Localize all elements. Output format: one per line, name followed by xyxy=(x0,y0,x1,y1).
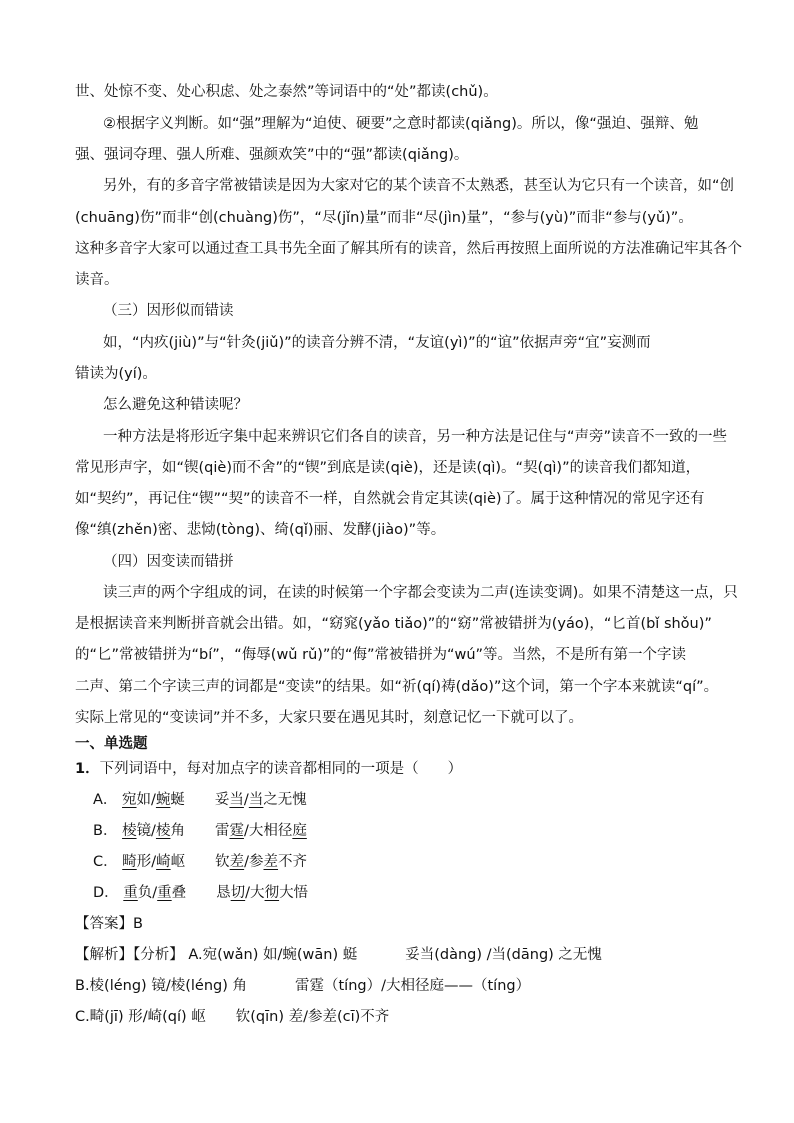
paragraph-line: 世、处惊不变、处心积虑、处之泰然”等词语中的“处”都读(chǔ)。 xyxy=(75,84,498,100)
option-label: B． xyxy=(93,823,118,839)
answer-line xyxy=(75,914,143,934)
paragraph-line: 另外，有的多音字常被错读是因为大家对它的某个读音不太熟悉，甚至认为它只有一个读音，如“创 xyxy=(103,178,735,194)
paragraph-line: 这种多音字大家可以通过查工具书先全面了解其所有的读音，然后再按照上面所说的方法准确记牢其各个 xyxy=(75,241,742,257)
option-b[interactable]: B． 棱镜/棱角 雷霆/大相径庭 xyxy=(93,823,307,839)
option-label: A． xyxy=(93,792,118,808)
answer-value: B xyxy=(133,916,143,932)
paragraph-line: 是根据读音来判断拼音就会出错。如，“窈窕(yǎo tiǎo)”的“窈”常被错拼为(yáo)，“匕首(bǐ shǒu)” xyxy=(75,616,712,632)
paragraph-line: 读音。 xyxy=(75,272,119,288)
option-c[interactable]: C． 畸形/崎岖 钦差/参差不齐 xyxy=(93,854,308,870)
paragraph-line: 错读为(yí)。 xyxy=(75,366,157,382)
paragraph-line: 如，“内疚(jiù)”与“针灸(jiǔ)”的读音分辨不清，“友谊(yì)”的“谊”依据声旁“宜”妄测而 xyxy=(103,335,651,351)
paragraph-line: (chuāng)伤”而非“创(chuàng)伤”，“尽(jǐn)量”而非“尽(jìn)量”，“参与(yù)”而非“参与(yǔ)”。 xyxy=(75,210,693,226)
option-label: C． xyxy=(93,854,118,870)
analysis-label: 【解析】【分析】 xyxy=(75,947,184,963)
option-d[interactable]: D． 重负/重叠 恳切/大彻大悟 xyxy=(93,885,309,901)
question-number: 1． xyxy=(75,761,100,777)
paragraph-line: 二声、第二个字读三声的词都是“变读”的结果。如“祈(qí)祷(dǎo)”这个词，第一个字本来就读“qí”。 xyxy=(75,679,719,695)
paragraph-line: 强、强词夺理、强人所难、强颜欢笑”中的“强”都读(qiǎng)。 xyxy=(75,147,469,163)
analysis-line: B.棱(léng) 镜/棱(léng) 角 雷霆（tíng）/大相径庭——（tíng） xyxy=(75,978,531,994)
paragraph-line: 读三声的两个字组成的词，在读的时候第一个字都会变读为二声(连读变调)。如果不清楚这一点，只 xyxy=(103,585,738,601)
question-stem xyxy=(75,759,462,779)
option-label: D． xyxy=(93,885,119,901)
analysis-line: C.畸(jī) 形/崎(qí) 岖 钦(qīn) 差/参差(cī)不齐 xyxy=(75,1009,390,1025)
paragraph-line: 常见形声字，如“锲(qiè)而不舍”的“锲”到底是读(qiè)，还是读(qì)。“契(qì)”的读音我们都知道， xyxy=(75,460,701,476)
analysis-line: 【解析】【分析】 A.宛(wǎn) 如/蜿(wān) 蜓 妥当(dàng) /当(dāng) 之无愧 xyxy=(75,947,602,963)
paragraph-line: 实际上常见的“变读词”并不多，大家只要在遇见其时，刻意记忆一下就可以了。 xyxy=(75,710,584,726)
subsection-heading: （四）因变读而错拼 xyxy=(103,554,234,570)
paragraph-line: 一种方法是将形近字集中起来辨识它们各自的读音，另一种方法是记住与“声旁”读音不一致的一些 xyxy=(103,429,728,445)
paragraph-line: 像“缜(zhěn)密、悲恸(tòng)、绮(qǐ)丽、发酵(jiào)”等。 xyxy=(75,522,446,538)
paragraph-line: ②根据字义判断。如“强”理解为“迫使、硬要”之意时都读(qiǎng)。所以，像“强迫、强辩、勉 xyxy=(103,116,699,132)
paragraph-line: 的“匕”常被错拼为“bí”，“侮辱(wǔ rǔ)”的“侮”常被错拼为“wú”等。当然，不是所有第一个字读 xyxy=(75,647,687,663)
question-text: 下列词语中，每对加点字的读音都相同的一项是（ ） xyxy=(99,761,463,777)
option-a[interactable]: A． 宛如/蜿蜒 妥当/当之无愧 xyxy=(93,792,307,808)
paragraph-line: 怎么避免这种错读呢？ xyxy=(103,397,248,413)
paragraph-line: 如“契约”，再记住“锲”“契”的读音不一样，自然就会肯定其读(qiè)了。属于这种情况的常见字还有 xyxy=(75,491,705,507)
section-title: 一、单选题 xyxy=(75,736,148,752)
answer-label: 【答案】 xyxy=(75,916,133,932)
subsection-heading: （三）因形似而错读 xyxy=(103,303,234,319)
